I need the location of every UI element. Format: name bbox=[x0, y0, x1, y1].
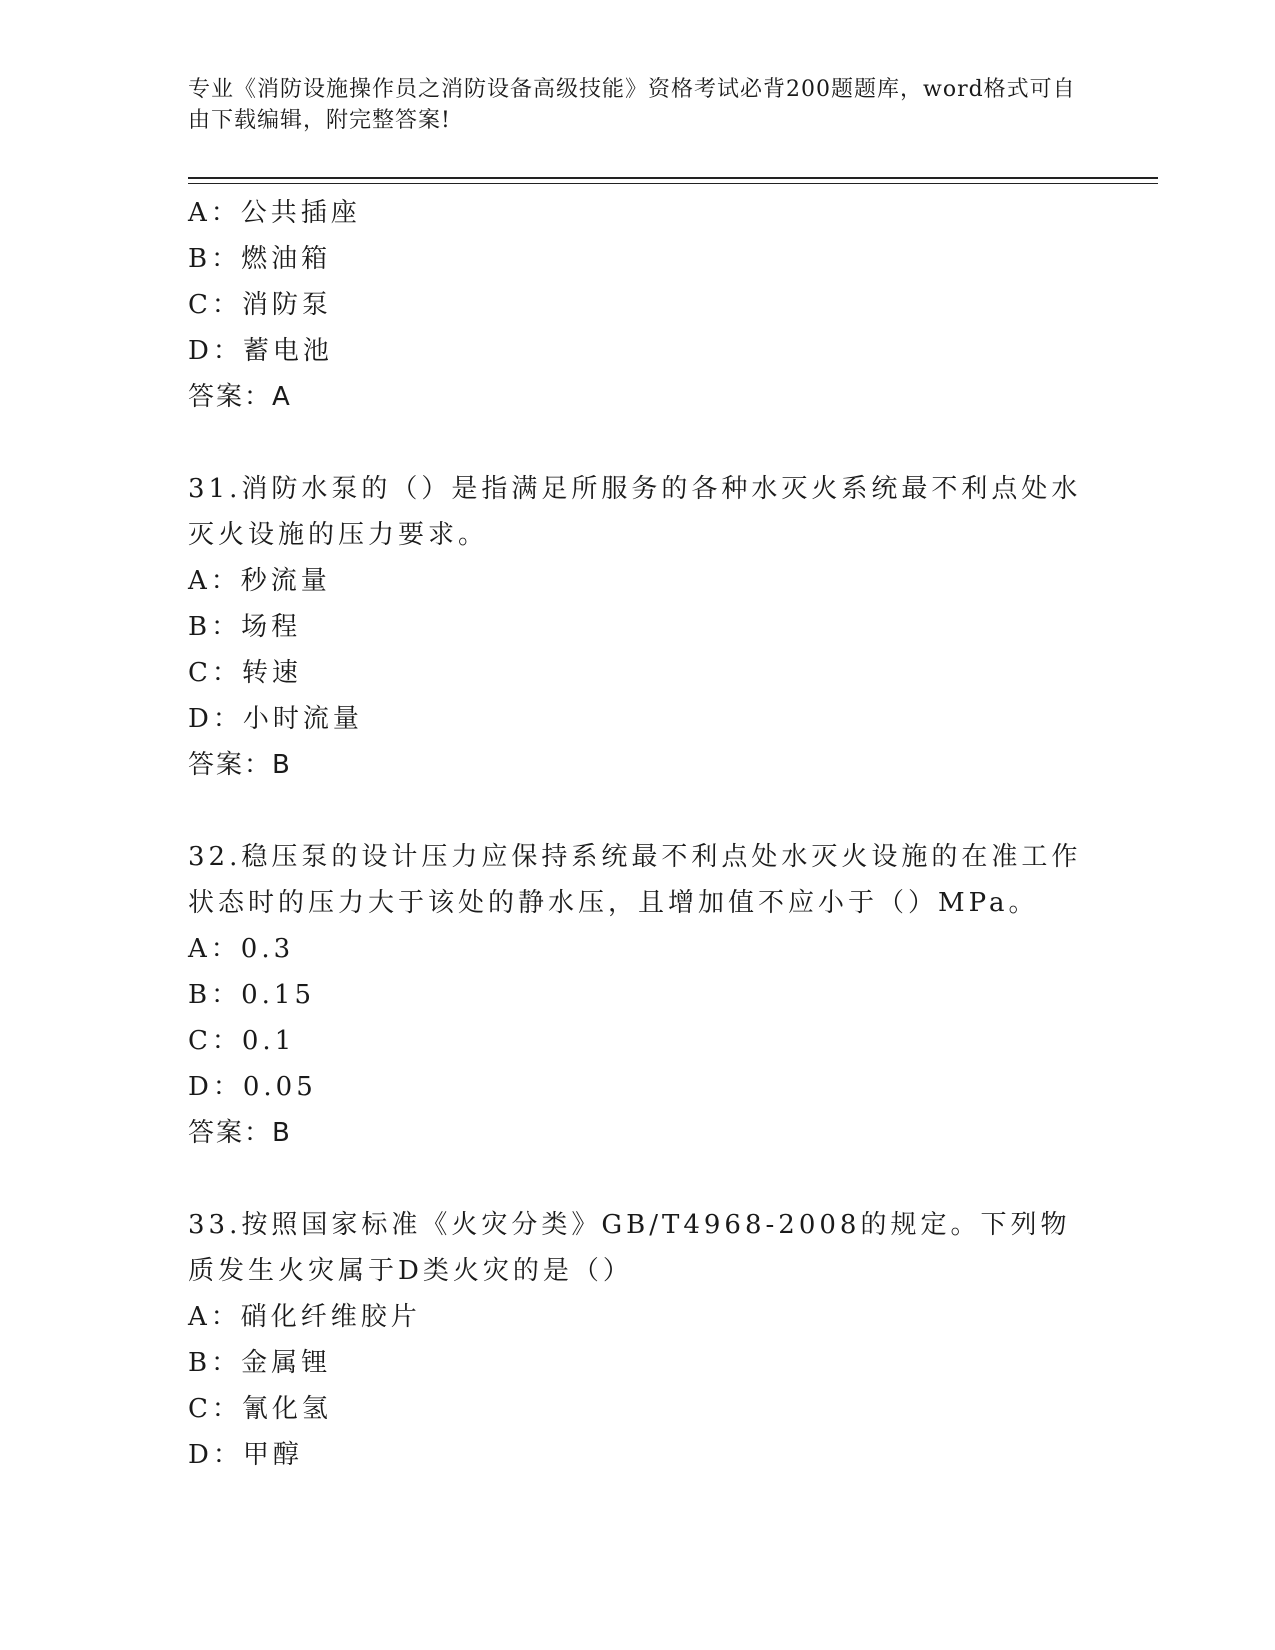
option-b: B：0.15 bbox=[188, 980, 315, 1010]
option-d: D：蓄电池 bbox=[188, 336, 333, 366]
option-c: C：消防泵 bbox=[188, 290, 332, 320]
option-a: A：0.3 bbox=[188, 934, 295, 964]
option-c: C：氰化氢 bbox=[188, 1394, 332, 1424]
option-d: D：0.05 bbox=[188, 1072, 317, 1102]
option-b: B：场程 bbox=[188, 612, 302, 642]
question-block-30 bbox=[188, 190, 1088, 420]
question-block-31 bbox=[188, 466, 1088, 788]
question-block-32 bbox=[188, 834, 1088, 1156]
document-header: 专业《消防设施操作员之消防设备高级技能》资格考试必背200题题库，word格式可自由下载编辑，附完整答案! bbox=[188, 77, 1076, 133]
option-d: D：小时流量 bbox=[188, 704, 363, 734]
question-stem: 32.稳压泵的设计压力应保持系统最不利点处水灭火设施的在准工作状态时的压力大于该处的静水压，且增加值不应小于（）MPa。 bbox=[188, 842, 1082, 918]
answer-line: 答案：B bbox=[188, 1118, 292, 1148]
option-c: C：转速 bbox=[188, 658, 302, 688]
option-b: B：金属锂 bbox=[188, 1348, 332, 1378]
option-a: A：公共插座 bbox=[188, 198, 361, 228]
header-divider-thin bbox=[188, 183, 1158, 184]
option-a: A：秒流量 bbox=[188, 566, 331, 596]
question-block-33 bbox=[188, 1202, 1088, 1478]
option-b: B：燃油箱 bbox=[188, 244, 332, 274]
question-stem: 33.按照国家标准《火灾分类》GB/T4968-2008的规定。下列物质发生火灾属于D类火灾的是（） bbox=[188, 1210, 1071, 1286]
option-a: A：硝化纤维胶片 bbox=[188, 1302, 421, 1332]
question-stem: 31.消防水泵的（）是指满足所服务的各种水灭火系统最不利点处水灭火设施的压力要求。 bbox=[188, 474, 1082, 550]
header-divider-thick bbox=[188, 177, 1158, 179]
option-c: C：0.1 bbox=[188, 1026, 296, 1056]
answer-line: 答案：A bbox=[188, 382, 292, 412]
question-list bbox=[188, 190, 1088, 1478]
answer-line: 答案：B bbox=[188, 750, 292, 780]
option-d: D：甲醇 bbox=[188, 1440, 303, 1470]
